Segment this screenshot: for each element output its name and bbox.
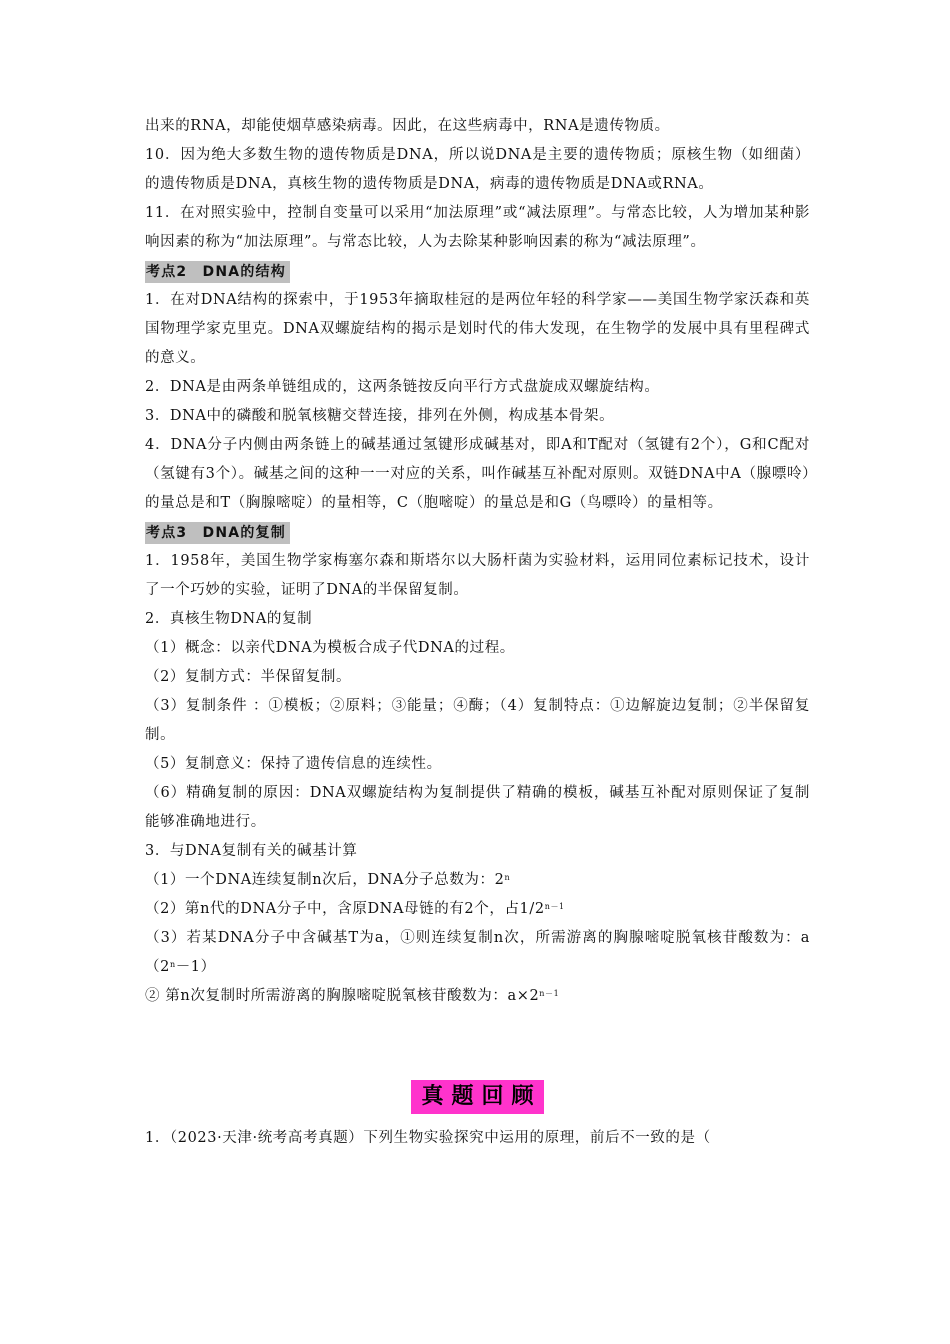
paragraph-10: 10．因为绝大多数生物的遗传物质是DNA，所以说DNA是主要的遗传物质；原核生物（如细菌）的遗传物质是DNA，真核生物的遗传物质是DNA，病毒的遗传物质是DNA或RNA。: [145, 147, 810, 192]
section-heading-text: 考点2 DNA的结构: [146, 264, 286, 280]
exponent: n－1: [544, 902, 565, 911]
list-item: （3）复制条件 ：①模板；②原料；③能量；④酶；（4）复制特点：①边解旋边复制；②半保留复制。: [145, 698, 810, 743]
calc-item-3: [145, 924, 810, 982]
list-item: （5）复制意义：保持了遗传信息的连续性。: [145, 756, 442, 772]
calc-text: （3）若某DNA分子中含碱基T为a，①则连续复制n次，所需游离的胸腺嘧啶脱氧核苷酸数为：a（2: [145, 930, 810, 975]
section-heading-dna-structure: [145, 261, 290, 283]
list-item: 2．DNA是由两条单链组成的，这两条链按反向平行方式盘旋成双螺旋结构。: [145, 379, 660, 395]
calc-text: （1）一个DNA连续复制n次后，DNA分子总数为：2: [145, 872, 505, 888]
list-item: （2）复制方式：半保留复制。: [145, 669, 352, 685]
paragraph-11: 11．在对照实验中，控制自变量可以采用“加法原理”或“减法原理”。与常态比较，人为增加某种影响因素的称为“加法原理”。与常态比较，人为去除某种影响因素的称为“减法原理”。: [145, 205, 810, 250]
exponent: n: [504, 873, 511, 882]
calc-text-tail: －1）: [175, 959, 216, 975]
list-item: 4．DNA分子内侧由两条链上的碱基通过氢键形成碱基对，即A和T配对（氢键有2个），G和C配对（氢键有3个）。碱基之间的这种一一对应的关系，叫作碱基互补配对原则。双链DNA中A（腺嘌呤）的量总是和T（胸腺嘧啶）的量相等，C（胞嘧啶）的量总是和G（鸟嘌呤）的量相等。: [145, 437, 810, 511]
paragraph-rna-virus: 出来的RNA，却能使烟草感染病毒。因此，在这些病毒中，RNA是遗传物质。: [145, 118, 670, 134]
list-item: 3．DNA中的磷酸和脱氧核糖交替连接，排列在外侧，构成基本骨架。: [145, 408, 615, 424]
section-heading-dna-replication: [145, 522, 290, 544]
calc-text: （2）第n代的DNA分子中，含原DNA母链的有2个，占1/2: [145, 901, 545, 917]
list-item: （6）精确复制的原因：DNA双螺旋结构为复制提供了精确的模板，碱基互补配对原则保证了复制能够准确地进行。: [145, 785, 810, 830]
section-heading-text: 考点3 DNA的复制: [146, 525, 286, 541]
question-1: 1．（2023·天津·统考高考真题）下列生物实验探究中运用的原理，前后不一致的是（: [145, 1130, 711, 1146]
list-item: 2．真核生物DNA的复制: [145, 611, 313, 627]
calc-text: ② 第n次复制时所需游离的胸腺嘧啶脱氧核苷酸数为：a×2: [145, 988, 540, 1004]
list-item: （1）概念：以亲代DNA为模板合成子代DNA的过程。: [145, 640, 515, 656]
calc-item-4: [145, 982, 810, 1011]
list-item: 1．在对DNA结构的探索中，于1953年摘取桂冠的是两位年轻的科学家——美国生物学家沃森和英国物理学家克里克。DNA双螺旋结构的揭示是划时代的伟大发现，在生物学的发展中具有里程碑式的意义。: [145, 292, 810, 366]
review-banner-wrap: [145, 1080, 810, 1114]
calc-item-1: [145, 866, 810, 895]
exponent: n－1: [539, 989, 560, 998]
list-item: 3．与DNA复制有关的碱基计算: [145, 843, 358, 859]
calc-item-2: [145, 895, 810, 924]
list-item: 1．1958年，美国生物学家梅塞尔森和斯塔尔以大肠杆菌为实验材料，运用同位素标记技术，设计了一个巧妙的实验，证明了DNA的半保留复制。: [145, 553, 810, 598]
document-page: [145, 112, 810, 1153]
exponent: n: [169, 960, 176, 969]
review-banner: 真题回顾: [411, 1080, 543, 1114]
